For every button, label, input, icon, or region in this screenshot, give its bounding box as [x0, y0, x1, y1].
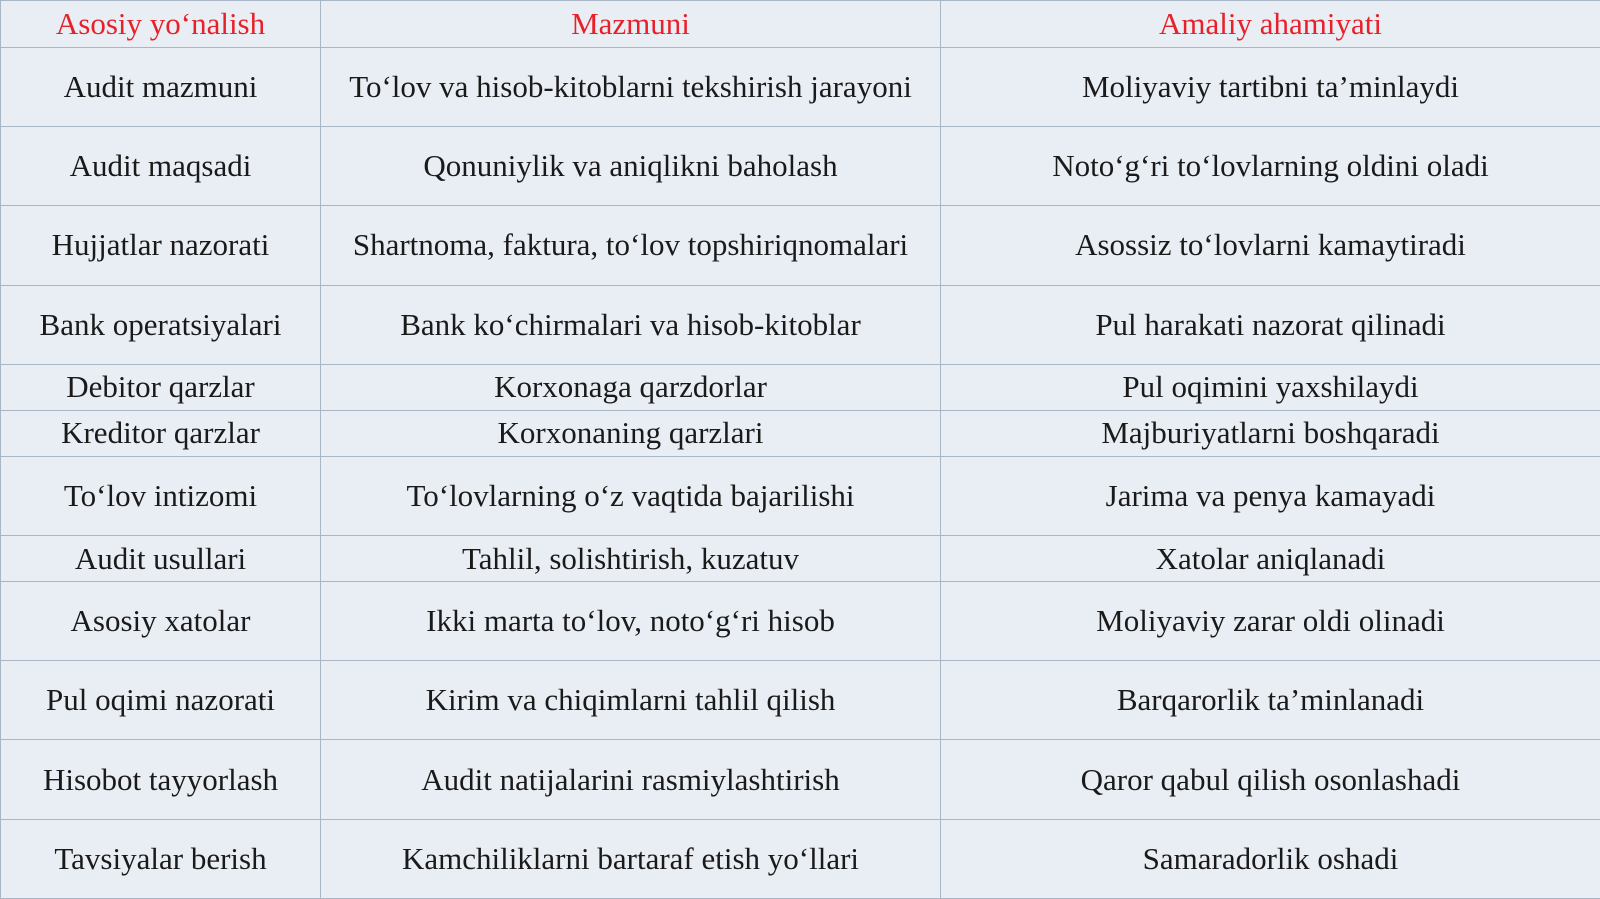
table-body [1, 48, 1600, 899]
table-row [1, 285, 1600, 364]
cell-asosiy-yonalish: Asosiy xatolar [1, 582, 321, 661]
header-amaliy-ahamiyati: Amaliy ahamiyati [941, 1, 1600, 48]
cell-asosiy-yonalish: Audit mazmuni [1, 48, 321, 127]
cell-asosiy-yonalish: Audit maqsadi [1, 127, 321, 206]
cell-amaliy-ahamiyati: Moliyaviy zarar oldi olinadi [941, 582, 1600, 661]
cell-amaliy-ahamiyati: Pul oqimini yaxshilaydi [941, 364, 1600, 410]
cell-mazmuni: To‘lovlarning o‘z vaqtida bajarilishi [321, 456, 941, 535]
table-row [1, 456, 1600, 535]
cell-mazmuni: Kamchiliklarni bartaraf etish yo‘llari [321, 819, 941, 898]
cell-mazmuni: Korxonaning qarzlari [321, 410, 941, 456]
cell-mazmuni: Ikki marta to‘lov, noto‘g‘ri hisob [321, 582, 941, 661]
table-row [1, 364, 1600, 410]
cell-asosiy-yonalish: Hisobot tayyorlash [1, 740, 321, 819]
table-row [1, 48, 1600, 127]
table-row [1, 740, 1600, 819]
cell-amaliy-ahamiyati: Barqarorlik ta’minlanadi [941, 661, 1600, 740]
table-row [1, 661, 1600, 740]
cell-asosiy-yonalish: To‘lov intizomi [1, 456, 321, 535]
header-row [1, 1, 1600, 48]
cell-mazmuni: Kirim va chiqimlarni tahlil qilish [321, 661, 941, 740]
cell-asosiy-yonalish: Audit usullari [1, 536, 321, 582]
cell-mazmuni: Korxonaga qarzdorlar [321, 364, 941, 410]
cell-amaliy-ahamiyati: Noto‘g‘ri to‘lovlarning oldini oladi [941, 127, 1600, 206]
table-row [1, 206, 1600, 285]
table-row [1, 536, 1600, 582]
table-row [1, 819, 1600, 898]
header-asosiy-yonalish: Asosiy yo‘nalish [1, 1, 321, 48]
cell-mazmuni: Tahlil, solishtirish, kuzatuv [321, 536, 941, 582]
cell-mazmuni: To‘lov va hisob-kitoblarni tekshirish jarayoni [321, 48, 941, 127]
cell-asosiy-yonalish: Debitor qarzlar [1, 364, 321, 410]
cell-asosiy-yonalish: Bank operatsiyalari [1, 285, 321, 364]
cell-asosiy-yonalish: Hujjatlar nazorati [1, 206, 321, 285]
cell-asosiy-yonalish: Tavsiyalar berish [1, 819, 321, 898]
cell-mazmuni: Bank ko‘chirmalari va hisob-kitoblar [321, 285, 941, 364]
header-mazmuni: Mazmuni [321, 1, 941, 48]
cell-mazmuni: Audit natijalarini rasmiylashtirish [321, 740, 941, 819]
cell-mazmuni: Shartnoma, faktura, to‘lov topshiriqnomalari [321, 206, 941, 285]
cell-amaliy-ahamiyati: Qaror qabul qilish osonlashadi [941, 740, 1600, 819]
cell-mazmuni: Qonuniylik va aniqlikni baholash [321, 127, 941, 206]
cell-asosiy-yonalish: Pul oqimi nazorati [1, 661, 321, 740]
cell-amaliy-ahamiyati: Asossiz to‘lovlarni kamaytiradi [941, 206, 1600, 285]
table-row [1, 410, 1600, 456]
table-row [1, 127, 1600, 206]
cell-amaliy-ahamiyati: Jarima va penya kamayadi [941, 456, 1600, 535]
cell-amaliy-ahamiyati: Moliyaviy tartibni ta’minlaydi [941, 48, 1600, 127]
cell-amaliy-ahamiyati: Xatolar aniqlanadi [941, 536, 1600, 582]
cell-asosiy-yonalish: Kreditor qarzlar [1, 410, 321, 456]
table-row [1, 582, 1600, 661]
cell-amaliy-ahamiyati: Majburiyatlarni boshqaradi [941, 410, 1600, 456]
cell-amaliy-ahamiyati: Samaradorlik oshadi [941, 819, 1600, 898]
cell-amaliy-ahamiyati: Pul harakati nazorat qilinadi [941, 285, 1600, 364]
table-header [1, 1, 1600, 48]
